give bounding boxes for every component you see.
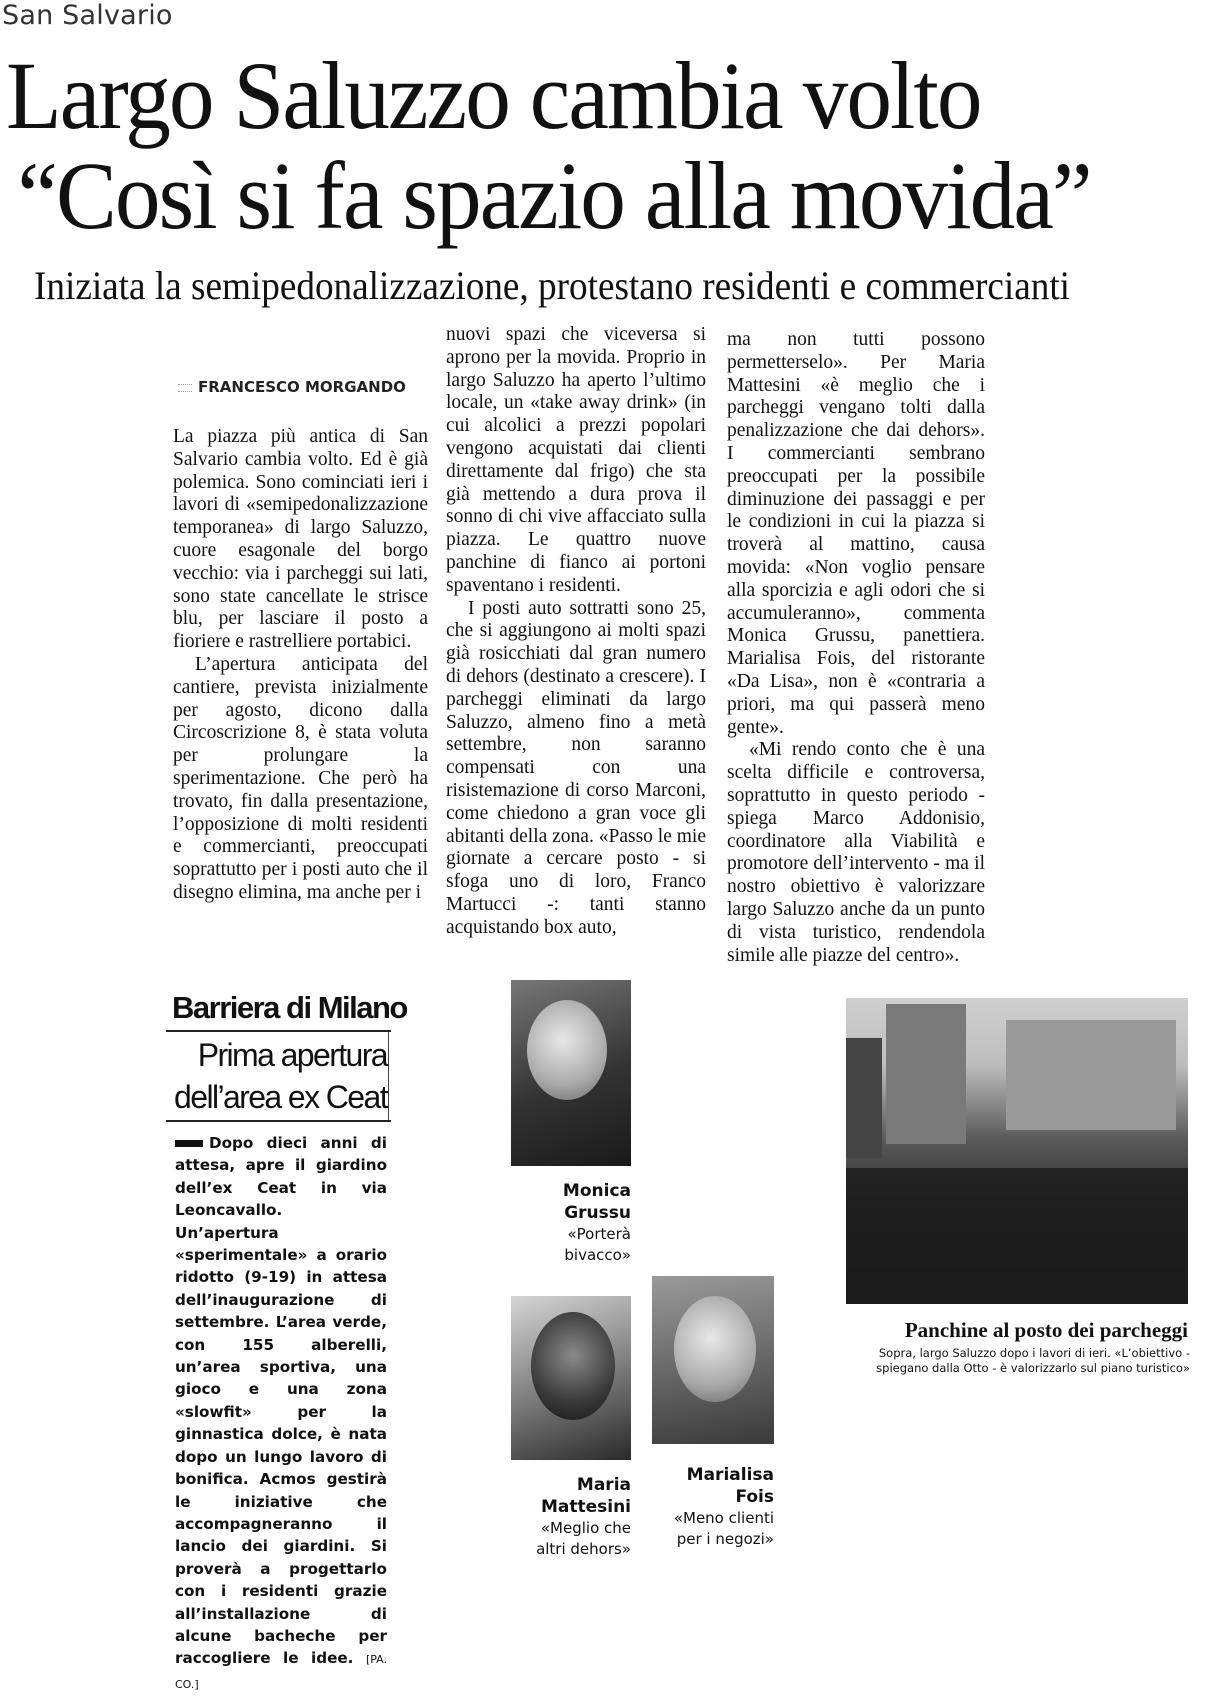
- sidebar-body: [175, 1132, 387, 1696]
- bullet-mark-icon: [175, 1140, 203, 1147]
- photo-caption-line-1: Sopra, largo Saluzzo dopo i lavori di ieri. «L’obiettivo -: [878, 1346, 1190, 1360]
- headline-line-2: “Così si fa spazio alla movida”: [17, 142, 1091, 249]
- portrait-caption-marialisa: [648, 1464, 774, 1550]
- portrait-quote-line-1: «Meno clienti: [673, 1509, 774, 1527]
- portrait-quote-line-2: altri dehors»: [536, 1540, 631, 1558]
- photo-title: Panchine al posto dei parcheggi: [904, 1318, 1188, 1342]
- paragraph: La piazza più antica di San Salvario cambia volto. Ed è già polemica. Sono cominciati ieri i lavori di «semipedonalizzazione temporanea» di largo Saluzzo, cuore esagonale del borgo vecchio: via i parcheggi sui lati, sono state cancellate le strisce blu, per lasciare il posto a fioriere e rastrelliere portabici.: [173, 426, 428, 653]
- portrait-name-line-1: Marialisa: [686, 1465, 774, 1485]
- headline: [6, 42, 1146, 249]
- building-image: [1006, 1020, 1176, 1130]
- portrait-quote-line-1: «Porterà: [567, 1225, 631, 1243]
- article-column-2: [446, 324, 706, 940]
- building-image: [886, 1004, 966, 1144]
- divider: [166, 1030, 391, 1032]
- portrait-name-line-1: Monica: [562, 1181, 631, 1201]
- portrait-quote-line-2: per i negozi»: [676, 1530, 774, 1548]
- paragraph: L’apertura anticipata del cantiere, prevista inizialmente per agosto, dicono dalla Circoscrizione 8, è stata voluta per prolungare la sperimentazione. Che però ha trovato, fin dalla presentazione, l’opposizione di molti residenti e commercianti, preoccupati soprattutto per i posti auto che il disegno elimina, ma anche per i: [173, 653, 428, 903]
- sidebar-title: [172, 1034, 387, 1118]
- byline: FRANCESCO MORGANDO: [198, 378, 406, 396]
- sidebar-title-line-2: dell’area ex Ceat: [174, 1079, 387, 1115]
- subheadline: Iniziata la semipedonalizzazione, protestano residenti e commercianti: [34, 263, 1070, 308]
- portrait-caption-maria: [495, 1474, 631, 1560]
- photo-caption-line-2: spiegano dalla Otto - è valorizzarlo sul piano turistico»: [876, 1361, 1190, 1375]
- face-image: [527, 1000, 607, 1100]
- building-image: [846, 1038, 882, 1158]
- portrait-name-line-2: Grussu: [564, 1203, 631, 1223]
- photo-caption: [846, 1346, 1190, 1376]
- divider: [388, 1032, 389, 1120]
- paragraph: ma non tutti possono permetterselo». Per Maria Mattesini «è meglio che i parcheggi vengano tolti dalla penalizzazione che dai dehors». I commercianti sembrano preoccupati per la possibile diminuzione dei passaggi e per le condizioni in cui la piazza si troverà al mattino, causa movida: «Non voglio pensare alla sporcizia e agli odori che si accumuleranno», commenta Monica Grussu, panettiera. Marialisa Fois, del ristorante «Da Lisa», non è «contraria a priori, ma qui passerà meno gente».: [727, 329, 985, 738]
- article-column-1: [173, 426, 428, 905]
- portrait-photo-maria: [511, 1296, 631, 1460]
- sidebar-body-text: Dopo dieci anni di attesa, apre il giardino dell’ex Ceat in via Leoncavallo. Un’apertura «sperimentale» a orario ridotto (9-19) in attesa dell’inaugurazione di settembre. L’area verde, con 155 alberelli, un’area sportiva, una gioco e una zona «slowfit» per la ginnastica dolce, è nata dopo un lungo lavoro di bonifica. Acmos gestirà le iniziative che accompagneranno il lancio dei giardini. Si proverà a progettarlo con i residenti grazie all’installazione di alcune bacheche per raccogliere le idee.: [175, 1134, 387, 1668]
- sidebar-signature: [PA. CO.]: [175, 1653, 387, 1691]
- portrait-caption-monica: [505, 1180, 631, 1266]
- article-column-3: [727, 329, 985, 967]
- byline-ornament: [178, 384, 192, 392]
- section-kicker: San Salvario: [2, 0, 173, 31]
- portrait-quote-line-1: «Meglio che: [540, 1519, 631, 1537]
- sidebar-title-line-1: Prima apertura: [197, 1037, 387, 1073]
- piazza-photo: [846, 998, 1188, 1304]
- portrait-name-line-2: Fois: [735, 1487, 774, 1507]
- face-image: [531, 1312, 615, 1420]
- paragraph: «Mi rendo conto che è una scelta difficile e controversa, soprattutto in questo periodo - spiega Marco Addonisio, coordinatore alla Viabilità e promotore dell’intervento - ma il nostro obiettivo è valorizzare largo Saluzzo anche da un punto di vista turistico, rendendola simile alle piazze del centro».: [727, 739, 985, 966]
- foreground-shade: [846, 1168, 1188, 1304]
- portrait-quote-line-2: bivacco»: [564, 1246, 631, 1264]
- paragraph: nuovi spazi che viceversa si aprono per la movida. Proprio in largo Saluzzo ha aperto l’ultimo locale, un «take away drink» (in cui alcolici a prezzi popolari vengono acquistati dai clienti direttamente dal frigo) che sta già mettendo a dura prova il sonno di chi vive affacciato sulla piazza. Le quattro nuove panchine di fianco ai portoni spaventano i residenti.: [446, 324, 706, 596]
- portrait-photo-monica: [511, 980, 631, 1166]
- portrait-name-line-2: Mattesini: [540, 1497, 631, 1517]
- paragraph: I posti auto sottratti sono 25, che si aggiungono ai molti spazi già rosicchiati dal gran numero di dehors (destinato a crescere). I parcheggi eliminati da largo Saluzzo, almeno fino a metà settembre, non saranno compensati con una risistemazione di corso Marconi, come chiedono a gran voce gli abitanti della zona. «Passo le mie giornate a cercare posto - si sfoga uno di loro, Franco Martucci -: tanti stanno acquistando box auto,: [446, 597, 706, 938]
- portrait-name-line-1: Maria: [576, 1475, 631, 1495]
- face-image: [674, 1296, 756, 1402]
- divider: [166, 1120, 391, 1122]
- sidebar-kicker: Barriera di Milano: [172, 990, 407, 1025]
- headline-line-1: Largo Saluzzo cambia volto: [6, 42, 981, 149]
- portrait-photo-marialisa: [652, 1276, 774, 1444]
